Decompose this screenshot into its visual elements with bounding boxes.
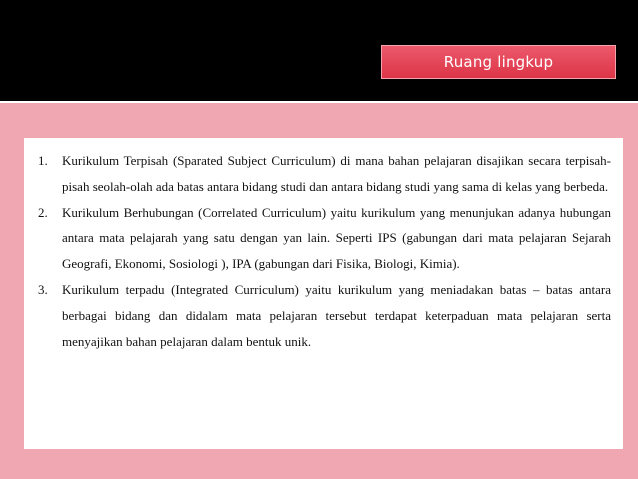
numbered-list — [38, 148, 611, 354]
list-item — [38, 200, 611, 277]
list-item-number: 1. — [38, 153, 48, 168]
list-item-text: Kurikulum terpadu (Integrated Curriculum) yaitu kurikulum yang meniadakan batas – batas antara berbagai bidang dan didalam mata pelajaran tersebut terdapat keterpaduan mata pelajaran serta menyajikan bahan pelajaran dalam bentuk unik. — [62, 281, 611, 349]
list-item — [38, 148, 611, 200]
list-item-text: Kurikulum Berhubungan (Correlated Curriculum) yaitu kurikulum yang menunjukan adanya hubungan antara mata pelajarah yang satu dengan yan lain. Seperti IPS (gabungan dari mata pelajaran Sejarah Geografi, Ekonomi, Sosiologi ), IPA (gabungan dari Fisika, Biologi, Kimia). — [62, 204, 611, 272]
slide-title: Ruang lingkup — [381, 45, 616, 79]
list-item-text: Kurikulum Terpisah (Sparated Subject Curriculum) di mana bahan pelajaran disajikan secara terpisah-pisah seolah-olah ada batas antara bidang studi dan antara bidang studi yang sama di kelas yang berbeda. — [62, 153, 611, 194]
list-item-number: 2. — [38, 204, 48, 220]
header-divider — [0, 101, 638, 103]
list-item — [38, 277, 611, 354]
list-item-number: 3. — [38, 281, 48, 297]
content-card — [24, 138, 623, 449]
